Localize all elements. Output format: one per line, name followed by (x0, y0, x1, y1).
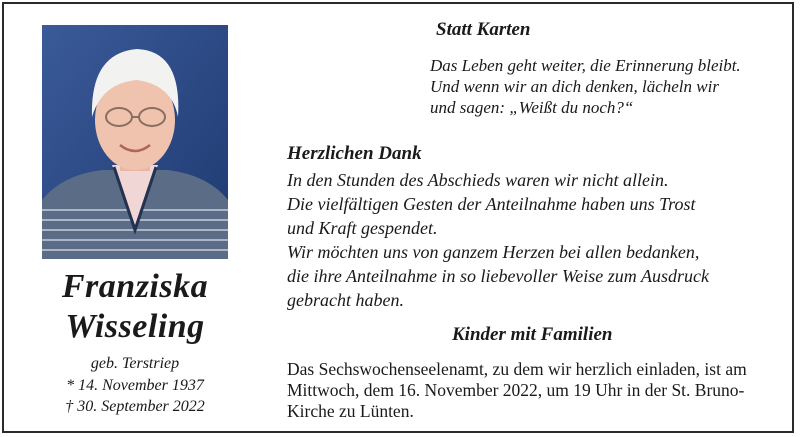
announcement-line: Kirche zu Lünten. (287, 401, 414, 421)
thanks-line: Wir möchten uns von ganzem Herzen bei allen bedanken, (287, 242, 700, 262)
thanks-line: Die vielfältigen Gesten der Anteilnahme haben uns Trost (287, 194, 696, 214)
quote-line: und sagen: „Weißt du noch?“ (430, 98, 634, 117)
death-date: † 30. September 2022 (65, 398, 205, 415)
heading-statt-karten: Statt Karten (436, 19, 531, 40)
thanks-line: die ihre Anteilnahme in so liebevoller Weise zum Ausdruck (287, 266, 709, 286)
announcement-line: Das Sechswochenseelenamt, zu dem wir herzlich einladen, ist am (287, 359, 747, 379)
thanks-line: und Kraft gespendet. (287, 218, 438, 238)
portrait-photo (42, 25, 228, 259)
deceased-first-name: Franziska (61, 268, 209, 305)
maiden-name: geb. Terstriep (90, 355, 180, 372)
signature: Kinder mit Familien (452, 324, 613, 345)
birth-date: * 14. November 1937 (66, 377, 204, 394)
thanks-line: gebracht haben. (287, 290, 404, 310)
thanks-line: In den Stunden des Abschieds waren wir nicht allein. (287, 170, 669, 190)
quote-line: Das Leben geht weiter, die Erinnerung bleibt. (430, 56, 741, 75)
thanks-text (287, 168, 709, 312)
thanks-heading: Herzlichen Dank (287, 143, 422, 164)
deceased-last-name: Wisseling (65, 308, 205, 345)
memorial-quote (430, 55, 741, 118)
quote-line: Und wenn wir an dich denken, lächeln wir (430, 77, 719, 96)
requiem-announcement (287, 359, 747, 422)
announcement-line: Mittwoch, dem 16. November 2022, um 19 Uhr in der St. Bruno- (287, 380, 745, 400)
